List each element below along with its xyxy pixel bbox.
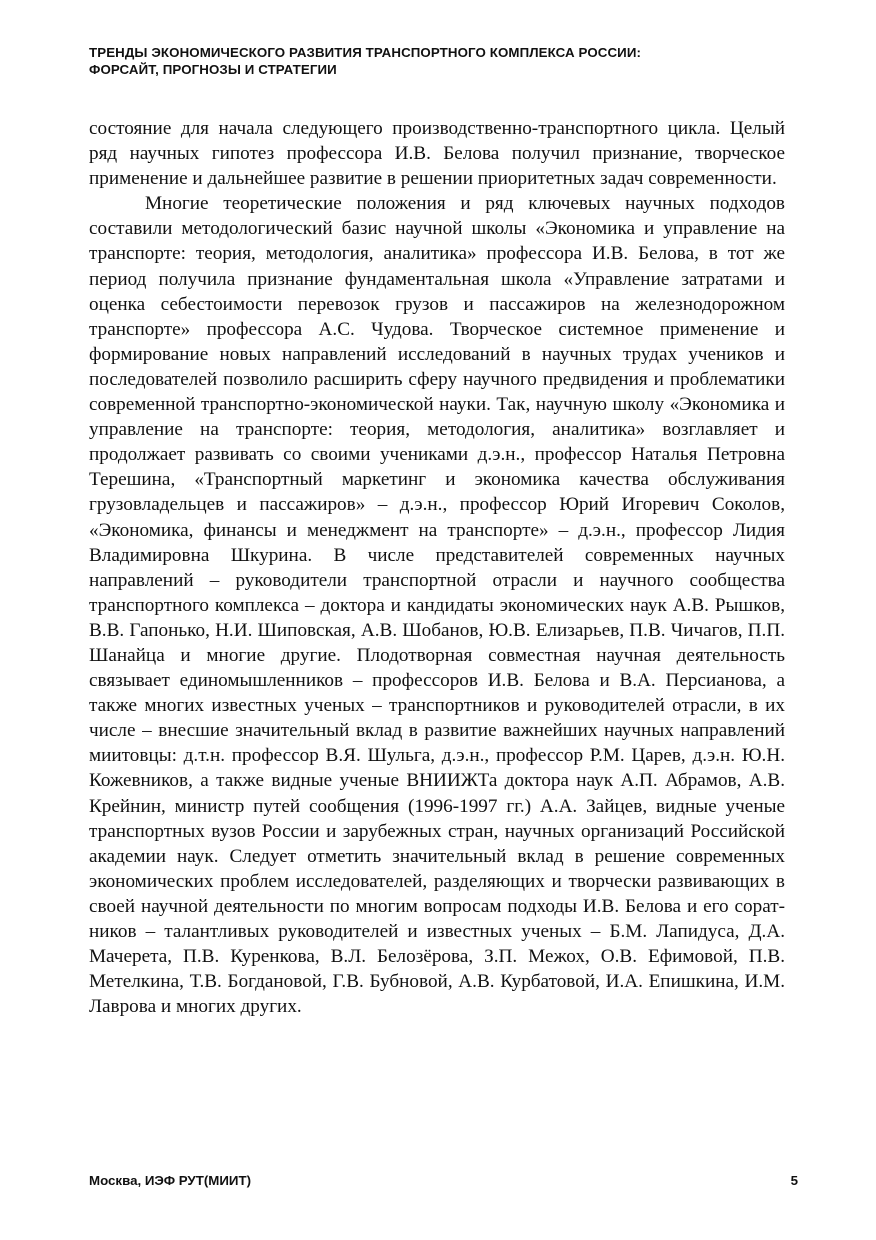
footer-publisher: Москва, ИЭФ РУТ(МИИТ) — [89, 1173, 251, 1188]
page-number: 5 — [790, 1173, 798, 1188]
paragraph-1: состояние для начала следующего производственно-транспортного цикла. Целый ряд научных гипотез профессора И.В. Белова получил признание, творческое применение и дальнейшее развитие в решении приоритетных задач современности. — [89, 118, 785, 190]
running-header-line-1: ТРЕНДЫ ЭКОНОМИЧЕСКОГО РАЗВИТИЯ ТРАНСПОРТНОГО КОМПЛЕКСА РОССИИ: — [89, 45, 642, 60]
running-header-line-2: ФОРСАЙТ, ПРОГНОЗЫ И СТРАТЕГИИ — [89, 62, 337, 77]
body-text — [89, 116, 785, 1019]
paragraph-2: Многие теоретические положения и ряд ключевых научных подходов составили методологический базис научной школы «Экономика и управление на транспорте: теория, методология, аналитика» профессора И.В. Белова, в тот же период получила признание фундаментальная школа «Управление затратами и оценка себестоимости перевозок грузов и пассажиров на железнодорожном транспорте» профессора А.С. Чудова. Творческое системное применение и формирование новых направлений исследований в научных трудах учеников и последователей позволило расширить сферу научного предвидения и проблематики современной транспортно-экономической науки. Так, научную школу «Экономика и управление на транспорте: теория, методология, аналитика» возглавляет и продолжает развивать со своими учениками д.э.н., профессор Наталья Петровна Терешина, «Транспортный маркетинг и экономика качества обслуживания грузовладельцев и пассажиров» – д.э.н., профессор Юрий Игоревич Соколов, «Экономика, финансы и менеджмент на транспорте» – д.э.н., профессор Лидия Владимировна Шкурина. В числе представителей современных научных направлений – руководители транспортной отрасли и научного сообщества транспортного комплекса – доктора и кандидаты экономических наук А.В. Рышков, В.В. Гапонько, Н.И. Шиповская, А.В. Шобанов, Ю.В. Елизарьев, П.В. Чичагов, П.П. Шанайца и многие другие. Плодотворная совместная научная деятельность связывает единомышленников – профессоров И.В. Белова и В.А. Персианова, а также многих известных ученых – транспортников и руководителей отрасли, в их числе – внесшие значительный вклад в развитие важнейших научных направлений миитовцы: д.т.н. профессор В.Я. Шульга, д.э.н., профессор Р.М. Царев, д.э.н. Ю.Н. Кожевников, а также видные ученые ВНИИЖТа доктора наук А.П. Абрамов, А.В. Крейнин, министр путей сообщения (1996-1997 гг.) А.А. Зайцев, видные ученые транспортных вузов России и зарубежных стран, научных организаций Российской академии наук. Следует отметить значительный вклад в решение современных экономических проблем исследователей, разделяющих и творчески развивающих в своей научной деятельности по многим вопросам подходы И.В. Белова и его соратников – талантливых руководителей и известных ученых – Б.М. Лапидуса, Д.А. Мачерета, П.В. Куренкова, В.Л. Белозёрова, З.П. Межох, О.В. Ефимовой, П.В. Метелкина, Т.В. Богдановой, Г.В. Бубновой, А.В. Курбатовой, И.А. Епишкина, И.М. Лаврова и многих других. — [89, 193, 785, 1018]
running-header — [89, 44, 789, 78]
